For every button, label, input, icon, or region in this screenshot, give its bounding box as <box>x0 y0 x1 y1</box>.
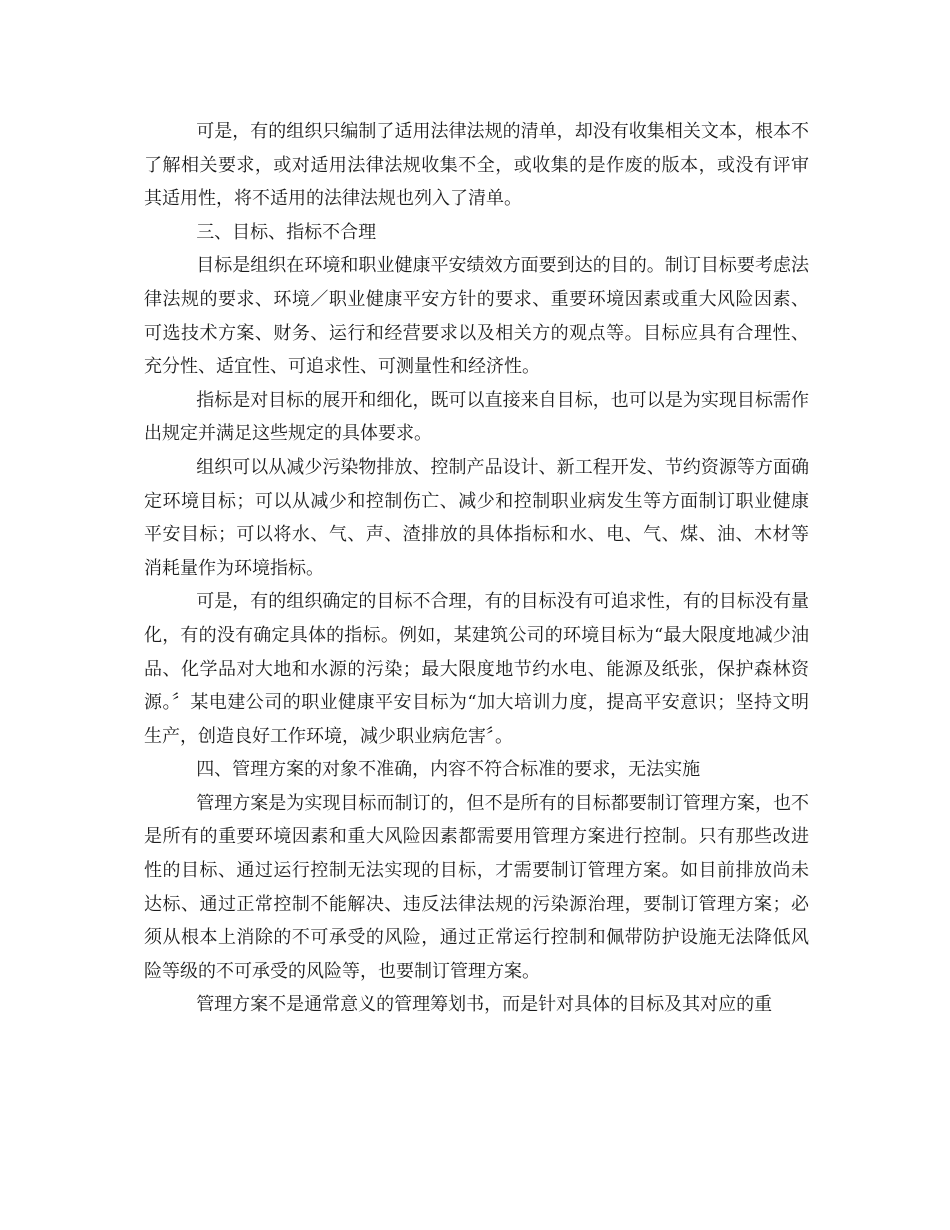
section-heading-3: 三、目标、指标不合理 <box>196 221 377 243</box>
paragraph-3: 指标是对目标的展开和细化，既可以直接来自目标，也可以是为实现目标需作出规定并满足这些规定的具体要求。 <box>144 389 809 445</box>
paragraph-2: 目标是组织在环境和职业健康平安绩效方面要到达的目的。制订目标要考虑法律法规的要求、环境／职业健康平安方针的要求、重要环境因素或重大风险因素、可选技术方案、财务、运行和经营要求以及相关方的观点等。目标应具有合理性、充分性、适宜性、可追求性、可测量性和经济性。 <box>144 255 809 378</box>
paragraph-4: 组织可以从减少污染物排放、控制产品设计、新工程开发、节约资源等方面确定环境目标；可以从减少和控制伤亡、减少和控制职业病发生等方面制订职业健康平安目标；可以将水、气、声、渣排放的具体指标和水、电、气、煤、油、木材等消耗量作为环境指标。 <box>144 456 809 579</box>
paragraph-1: 可是，有的组织只编制了适用法律法规的清单，却没有收集相关文本，根本不了解相关要求，或对适用法律法规收集不全，或收集的是作废的版本，或没有评审其适用性，将不适用的法律法规也列入了清单。 <box>144 121 809 210</box>
section-heading-4: 四、管理方案的对象不准确，内容不符合标准的要求，无法实施 <box>196 759 701 781</box>
paragraph-6: 管理方案是为实现目标而制订的，但不是所有的目标都要制订管理方案，也不是所有的重要环境因素和重大风险因素都需要用管理方案进行控制。只有那些改进性的目标、通过运行控制无法实现的目标，才需要制订管理方案。如目前排放尚未达标、通过正常控制不能解决、违反法律法规的污染源治理，要制订管理方案；必须从根本上消除的不可承受的风险，通过正常运行控制和佩带防护设施无法降低风险等级的不可承受的风险等，也要制订管理方案。 <box>144 792 809 982</box>
paragraph-5: 可是，有的组织确定的目标不合理，有的目标没有可追求性，有的目标没有量化，有的没有确定具体的指标。例如，某建筑公司的环境目标为“最大限度地减少油品、化学品对大地和水源的污染；最大限度地节约水电、能源及纸张，保护森林资源。〞某电建公司的职业健康平安目标为“加大培训力度，提高平安意识；坚持文明生产，创造良好工作环境，减少职业病危害〞。 <box>144 591 809 747</box>
paragraph-7: 管理方案不是通常意义的管理筹划书，而是针对具体的目标及其对应的重 <box>196 994 773 1016</box>
document-body <box>144 115 809 1022</box>
